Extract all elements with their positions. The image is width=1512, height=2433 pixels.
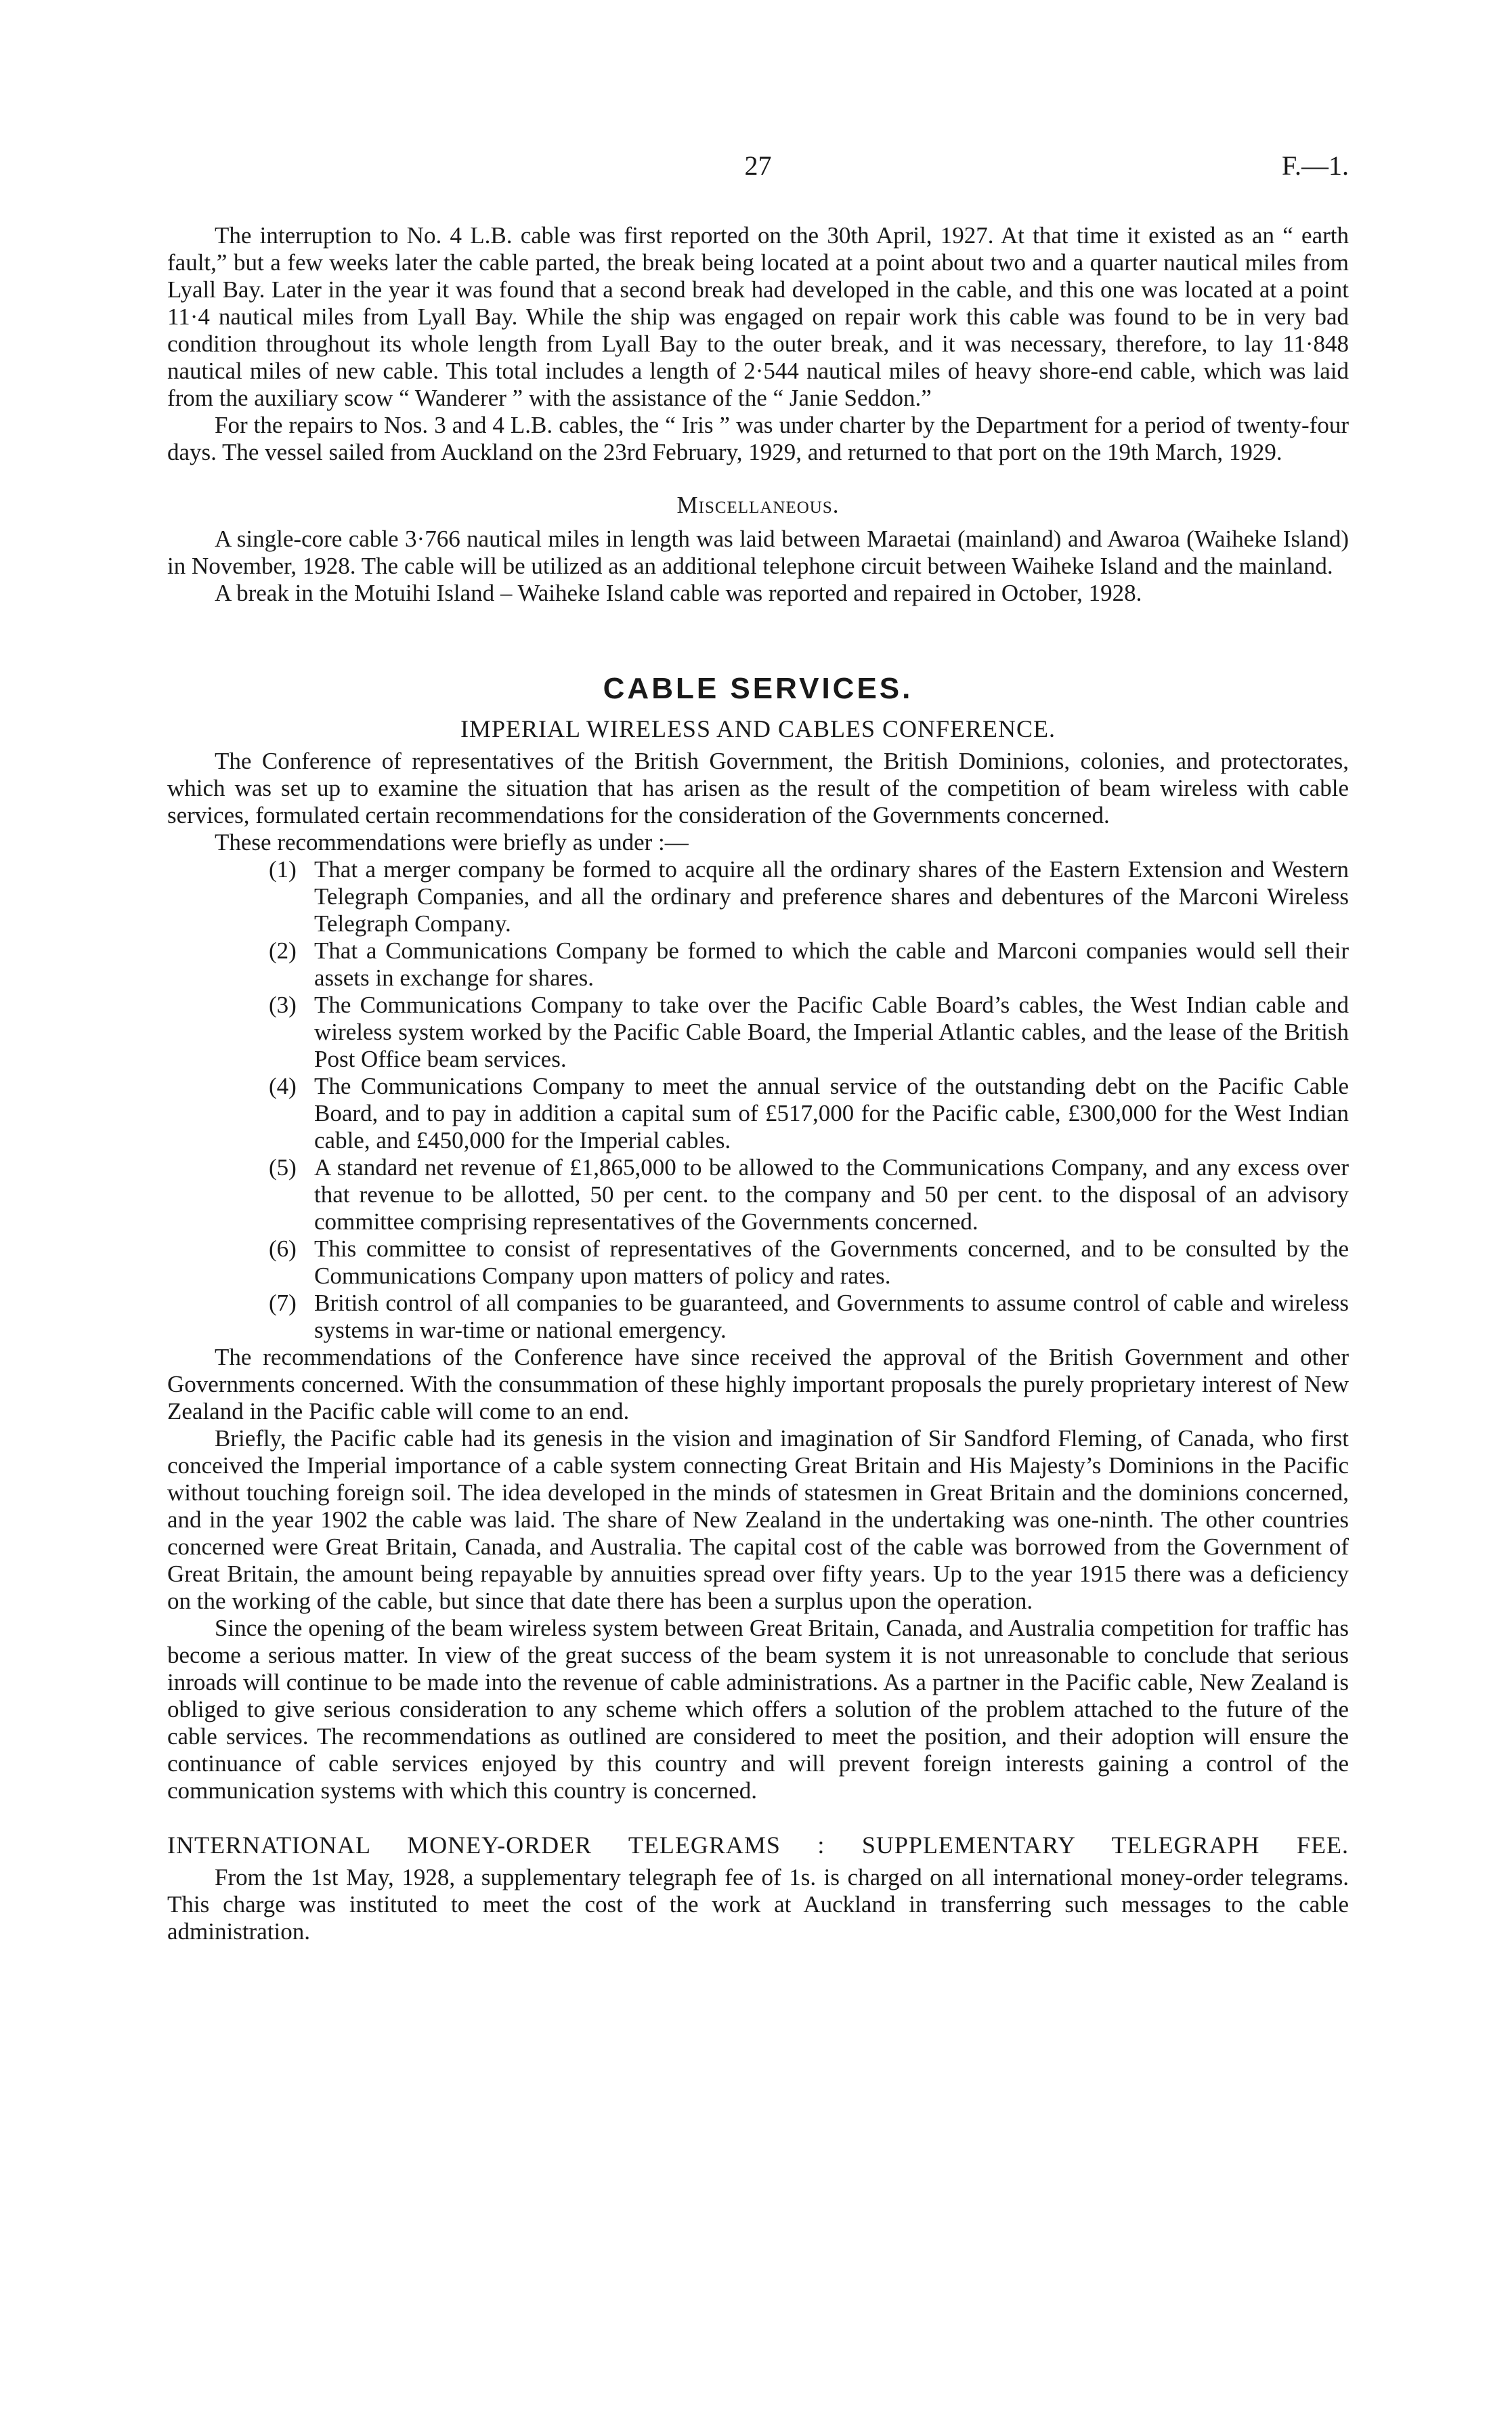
list-item-text: That a merger company be formed to acquire all the ordinary shares of the Eastern Extension and Western Telegraph Companies, and all the ordinary and preference shares and debentures of the Marconi Wireless Telegraph Company. <box>314 856 1349 937</box>
list-item-text: That a Communications Company be formed to which the cable and Marconi companies would sell their assets in exchange for shares. <box>314 937 1349 991</box>
miscellaneous-paragraph: A single-core cable 3·766 nautical miles in length was laid between Maraetai (mainland) and Awaroa (Waiheke Island) in November, 1928. The cable will be utilized as an additional telephone circuit between Waiheke Island and the mainland. <box>167 526 1349 579</box>
page-content <box>167 222 1349 1945</box>
list-item-text: The Communications Company to meet the annual service of the outstanding debt on the Pacific Cable Board, and to pay in addition a capital sum of £517,000 for the Pacific cable, £300,000 for the West Indian cable, and £450,000 for the Imperial cables. <box>314 1073 1349 1154</box>
cable-services-paragraph: Since the opening of the beam wireless system between Great Britain, Canada, and Australia competition for traffic has become a serious matter. In view of the great success of the beam system it is not unreasonable to conclude that serious inroads will continue to be made into the revenue of cable administrations. As a partner in the Pacific cable, New Zealand is obliged to give serious consideration to any scheme which offers a solution of the problem attached to the future of the cable services. The recommendations as outlined are considered to meet the position, and their adoption will ensure the continuance of cable services enjoyed by this country and will prevent foreign interests gaining a control of the communication systems with which this country is concerned. <box>167 1615 1349 1804</box>
list-item <box>167 937 1349 992</box>
list-item <box>167 856 1349 937</box>
list-item-number: (4) <box>269 1073 297 1099</box>
document-page <box>167 0 1349 2433</box>
list-item <box>167 1290 1349 1344</box>
page-header <box>167 152 1349 186</box>
cable-services-heading: CABLE SERVICES. <box>603 672 913 705</box>
list-item-number: (1) <box>269 856 297 883</box>
cable-services-paragraph: Briefly, the Pacific cable had its genesis in the vision and imagination of Sir Sandford Fleming, of Canada, who first conceived the Imperial importance of a cable system connecting Great Britain and His Majesty’s Dominions in the Pacific without touching foreign soil. The idea developed in the minds of statesmen in Great Britain and the dominions concerned, and in the year 1902 the cable was laid. The share of New Zealand in the undertaking was one-ninth. The other countries concerned were Great Britain, Canada, and Australia. The capital cost of the cable was borrowed from the Government of Great Britain, the amount being repayable by annuities spread over fifty years. Up to the year 1915 there was a deficiency on the working of the cable, but since that date there has been a surplus upon the operation. <box>167 1425 1349 1614</box>
list-item <box>167 992 1349 1073</box>
money-order-telegrams-heading: INTERNATIONAL MONEY-ORDER TELEGRAMS : SUPPLEMENTARY TELEGRAPH FEE. <box>167 1832 1349 1859</box>
list-item <box>167 1073 1349 1154</box>
money-order-paragraph: From the 1st May, 1928, a supplementary telegraph fee of 1s. is charged on all international money-order telegrams. This charge was instituted to meet the cost of the work at Auckland in transferring such messages to the cable administration. <box>167 1864 1349 1945</box>
list-item-number: (5) <box>269 1154 297 1181</box>
intro-paragraph: For the repairs to Nos. 3 and 4 L.B. cables, the “ Iris ” was under charter by the Department for a period of twenty-four days. The vessel sailed from Auckland on the 23rd February, 1929, and returned to that port on the 19th March, 1929. <box>167 412 1349 465</box>
list-item-number: (6) <box>269 1235 297 1262</box>
page-number: 27 <box>744 150 772 181</box>
list-item <box>167 1154 1349 1235</box>
conference-subheading: IMPERIAL WIRELESS AND CABLES CONFERENCE. <box>460 715 1056 742</box>
conference-intro: The Conference of representatives of the British Government, the British Dominions, colonies, and protectorates, which was set up to examine the situation that has arisen as the result of the competition of beam wireless with cable services, formulated certain recommendations for the consideration of the Governments concerned. <box>167 748 1349 828</box>
list-item-text: This committee to consist of representatives of the Governments concerned, and to be consulted by the Communications Company upon matters of policy and rates. <box>314 1235 1349 1289</box>
intro-paragraph: The interruption to No. 4 L.B. cable was first reported on the 30th April, 1927. At that time it existed as an “ earth fault,” but a few weeks later the cable parted, the break being located at a point about two and a quarter nautical miles from Lyall Bay. Later in the year it was found that a second break had developed in the cable, and this one was located at a point 11·4 nautical miles from Lyall Bay. While the ship was engaged on repair work this cable was found to be in very bad condition throughout its whole length from Lyall Bay to the outer break, and it was necessary, therefore, to lay 11·848 nautical miles of new cable. This total includes a length of 2·544 nautical miles of heavy shore-end cable, which was laid from the auxiliary scow “ Wanderer ” with the assistance of the “ Janie Seddon.” <box>167 222 1349 411</box>
list-item-text: British control of all companies to be guaranteed, and Governments to assume control of cable and wireless systems in war-time or national emergency. <box>314 1290 1349 1343</box>
list-item <box>167 1235 1349 1290</box>
list-item-number: (7) <box>269 1290 297 1316</box>
cable-services-paragraph: The recommendations of the Conference have since received the approval of the British Government and other Governments concerned. With the consummation of these highly important proposals the purely proprietary interest of New Zealand in the Pacific cable will come to an end. <box>167 1344 1349 1424</box>
recommendations-list <box>167 856 1349 1344</box>
recommendations-intro: These recommendations were briefly as under :— <box>215 829 689 855</box>
miscellaneous-heading: Miscellaneous. <box>676 492 840 518</box>
list-item-text: The Communications Company to take over the Pacific Cable Board’s cables, the West Indian cable and wireless system worked by the Pacific Cable Board, the Imperial Atlantic cables, and the lease of the British Post Office beam services. <box>314 992 1349 1072</box>
list-item-number: (3) <box>269 992 297 1018</box>
page-reference: F.—1. <box>1281 150 1349 181</box>
list-item-number: (2) <box>269 937 297 964</box>
miscellaneous-paragraph: A break in the Motuihi Island – Waiheke Island cable was reported and repaired in October, 1928. <box>215 580 1142 606</box>
list-item-text: A standard net revenue of £1,865,000 to be allowed to the Communications Company, and any excess over that revenue to be allotted, 50 per cent. to the company and 50 per cent. to the disposal of an advisory committee comprising representatives of the Governments concerned. <box>314 1154 1349 1235</box>
